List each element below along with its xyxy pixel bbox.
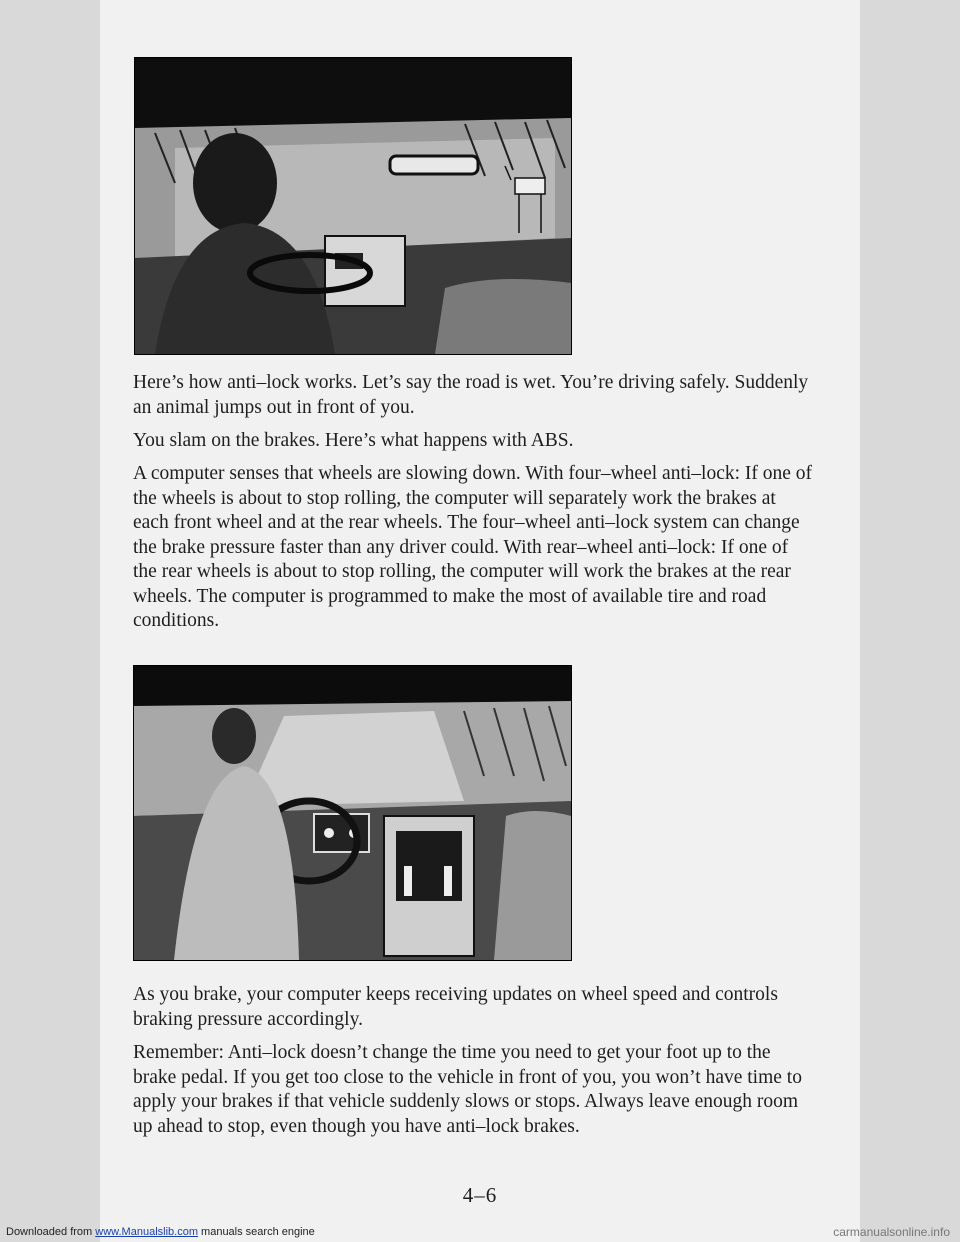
illustration-animal-on-road — [134, 57, 572, 355]
paragraph-computer-senses: A computer senses that wheels are slowing down. With four–wheel anti–lock: If one of the wheels is about to stop rolling, the computer will separately work the brakes at each front wheel and at the rear wheels. The four–wheel anti–lock system can change the brake pressure faster than any driver could. With rear–wheel anti–lock: If one of the rear wheels is about to stop rolling, the computer will work the brakes at the rear wheels. The computer is programmed to make the most of available tire and road conditions. — [133, 463, 813, 631]
page-number: 4–6 — [462, 1183, 498, 1207]
paragraph-remember: Remember: Anti–lock doesn’t change the time you need to get your foot up to the brake pedal. If you get too close to the vehicle in front of you, you won’t have time to apply your brakes if that vehicle suddenly slows or stops. Always leave enough room up ahead to stop, even though you have anti–lock brakes. — [133, 1042, 802, 1137]
manualslib-link[interactable]: www.Manualslib.com — [95, 1226, 198, 1238]
download-notice — [6, 1222, 315, 1242]
download-suffix: manuals search engine — [197, 1226, 315, 1238]
footer — [0, 1222, 960, 1242]
watermark: carmanualsonline.info — [833, 1225, 950, 1239]
illustration-driver-braking — [133, 665, 572, 961]
download-prefix: Downloaded from — [6, 1226, 96, 1238]
paragraph-intro: Here’s how anti–lock works. Let’s say the road is wet. You’re driving safely. Suddenly an animal jumps out in front of you. — [133, 372, 809, 418]
paragraph-updates: As you brake, your computer keeps receiving updates on wheel speed and controls braking pressure accordingly. — [133, 984, 778, 1030]
paragraph-slam-brakes: You slam on the brakes. Here’s what happens with ABS. — [133, 430, 574, 451]
